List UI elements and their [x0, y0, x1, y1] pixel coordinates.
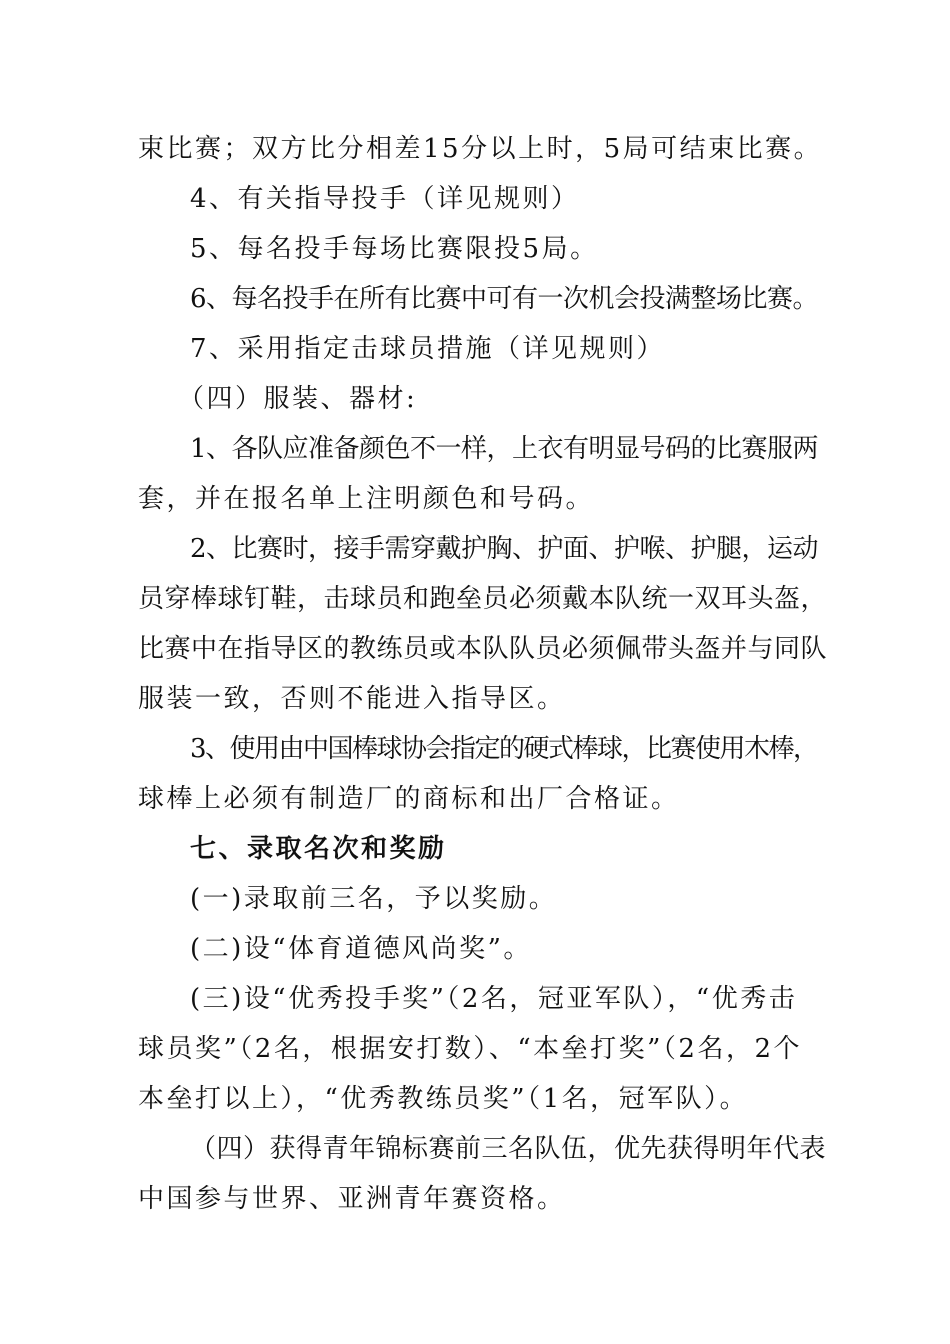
section-heading: 七、录取名次和奖励 — [190, 834, 447, 864]
text-line: 6、每名投手在所有比赛中可有一次机会投满整场比赛。 — [190, 284, 819, 314]
text-line: 1、各队应准备颜色不一样，上衣有明显号码的比赛服两 — [190, 434, 819, 464]
text-line: (三)设“优秀投手奖”（2名，冠亚军队），“优秀击 — [190, 984, 798, 1014]
text-line: （四）获得青年锦标赛前三名队伍，优先获得明年代表 — [190, 1134, 827, 1164]
text-line: 员穿棒球钉鞋，击球员和跑垒员必须戴本队统一双耳头盔， — [138, 584, 828, 614]
text-line: 比赛中在指导区的教练员或本队队员必须佩带头盔并与同队 — [138, 634, 828, 664]
text-line: 3、使用由中国棒球协会指定的硬式棒球，比赛使用木棒， — [190, 734, 818, 764]
text-line: 7、采用指定击球员措施（详见规则） — [190, 334, 666, 364]
text-line: 束比赛；双方比分相差15分以上时，5局可结束比赛。 — [138, 134, 823, 164]
text-line: 5、每名投手每场比赛限投5局。 — [190, 234, 599, 264]
text-line: 服装一致，否则不能进入指导区。 — [138, 684, 566, 714]
text-line: (二)设“体育道德风尚奖”。 — [190, 934, 532, 964]
text-line: (一)录取前三名，予以奖励。 — [190, 884, 558, 914]
text-line: 中国参与世界、亚洲青年赛资格。 — [138, 1184, 566, 1214]
section-subheading: （四）服装、器材: — [178, 384, 418, 414]
text-line: 本垒打以上），“优秀教练员奖”（1名，冠军队）。 — [138, 1084, 749, 1114]
text-line: 球员奖”（2名，根据安打数）、“本垒打奖”（2名，2个 — [138, 1034, 803, 1064]
text-line: 套，并在报名单上注明颜色和号码。 — [138, 484, 595, 514]
text-line: 2、比赛时，接手需穿戴护胸、护面、护喉、护腿，运动 — [190, 534, 819, 564]
text-line: 4、有关指导投手（详见规则） — [190, 184, 580, 214]
text-line: 球棒上必须有制造厂的商标和出厂合格证。 — [138, 784, 680, 814]
